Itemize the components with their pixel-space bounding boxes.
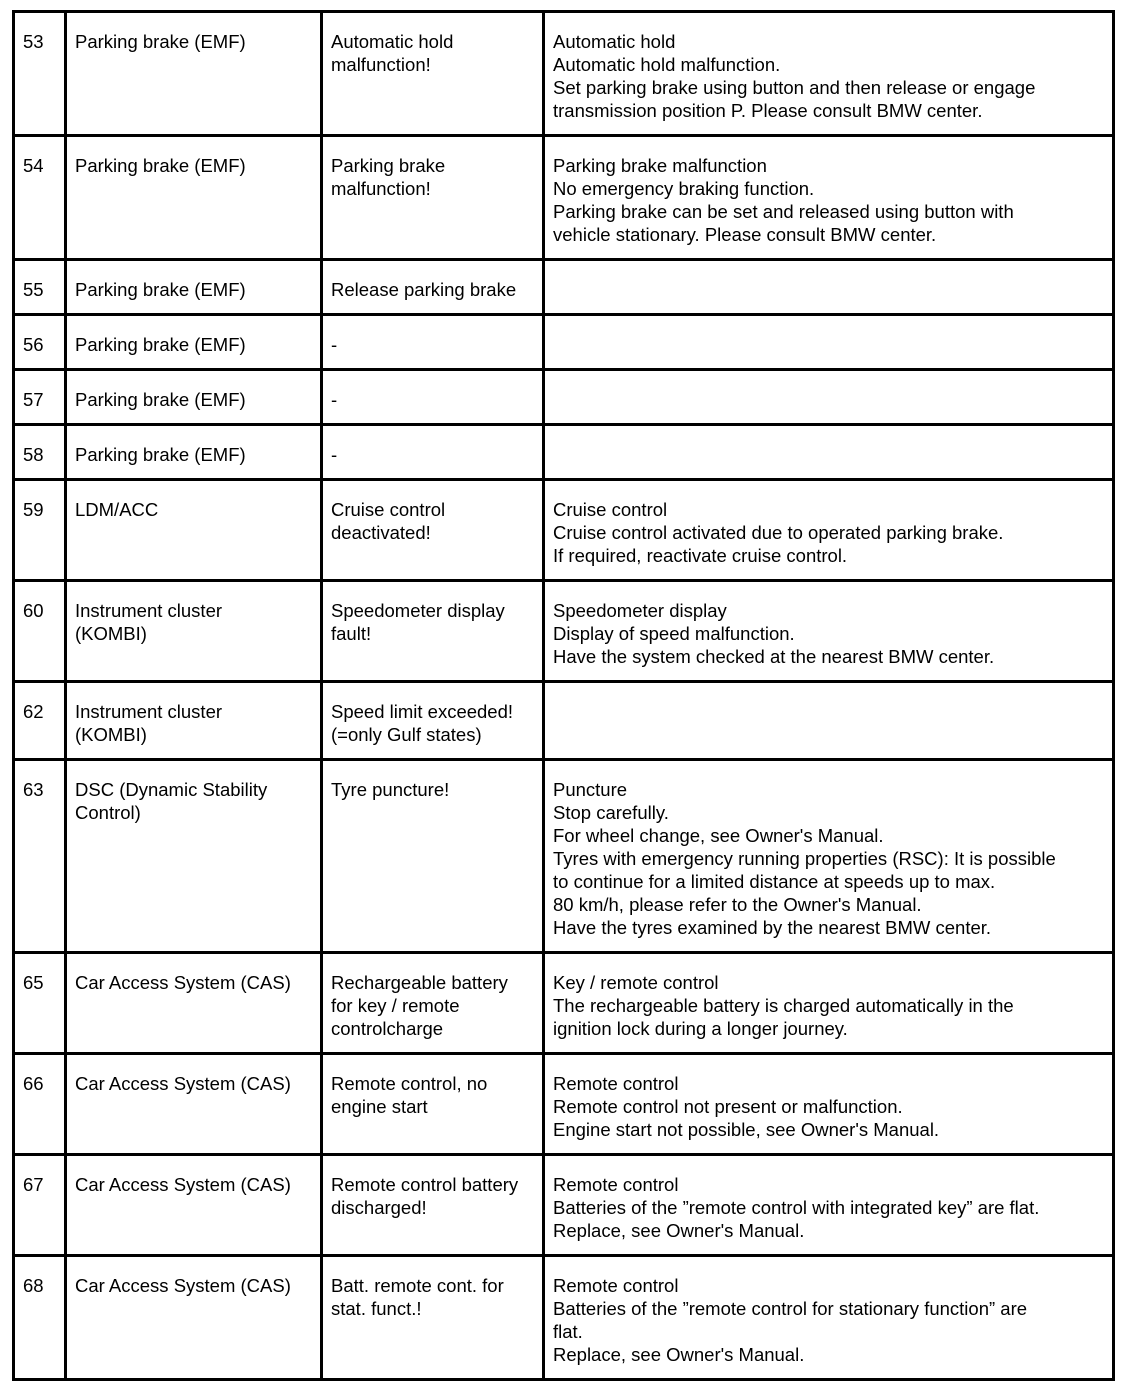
cell-details [544, 315, 1114, 370]
cell-message: - [322, 315, 544, 370]
cell-system: Parking brake (EMF) [66, 260, 322, 315]
cell-details: Remote control Batteries of the ”remote control with integrated key” are flat. Replace, see Owner's Manual. [544, 1155, 1114, 1256]
cell-number: 56 [14, 315, 66, 370]
cell-details: Cruise control Cruise control activated due to operated parking brake. If required, reactivate cruise control. [544, 480, 1114, 581]
cell-message: Speed limit exceeded! (=only Gulf states) [322, 682, 544, 760]
cell-system: Parking brake (EMF) [66, 12, 322, 136]
cell-number: 66 [14, 1054, 66, 1155]
cell-system: Instrument cluster (KOMBI) [66, 581, 322, 682]
cell-message: Batt. remote cont. for stat. funct.! [322, 1256, 544, 1380]
cell-details: Automatic hold Automatic hold malfunction. Set parking brake using button and then release or engage transmission position P. Please consult BMW center. [544, 12, 1114, 136]
cell-system: DSC (Dynamic Stability Control) [66, 760, 322, 953]
table-body [14, 12, 1114, 1380]
cell-details: Remote control Batteries of the ”remote control for stationary function” are flat. Replace, see Owner's Manual. [544, 1256, 1114, 1380]
table-row [14, 370, 1114, 425]
cell-details [544, 425, 1114, 480]
table-row [14, 315, 1114, 370]
table-row [14, 480, 1114, 581]
cell-number: 67 [14, 1155, 66, 1256]
table-row [14, 581, 1114, 682]
cell-number: 57 [14, 370, 66, 425]
cell-details [544, 260, 1114, 315]
cell-details: Key / remote control The rechargeable battery is charged automatically in the ignition lock during a longer journey. [544, 953, 1114, 1054]
cell-system: Instrument cluster (KOMBI) [66, 682, 322, 760]
cell-message: Rechargeable battery for key / remote controlcharge [322, 953, 544, 1054]
cell-details: Remote control Remote control not present or malfunction. Engine start not possible, see Owner's Manual. [544, 1054, 1114, 1155]
cell-number: 63 [14, 760, 66, 953]
cell-message: Cruise control deactivated! [322, 480, 544, 581]
cell-message: Remote control battery discharged! [322, 1155, 544, 1256]
table-row [14, 136, 1114, 260]
table-row [14, 760, 1114, 953]
cell-message: Speedometer display fault! [322, 581, 544, 682]
cell-message: Release parking brake [322, 260, 544, 315]
cell-system: Parking brake (EMF) [66, 315, 322, 370]
table-row [14, 12, 1114, 136]
cell-details: Parking brake malfunction No emergency braking function. Parking brake can be set and released using button with vehicle stationary. Please consult BMW center. [544, 136, 1114, 260]
cell-system: Parking brake (EMF) [66, 370, 322, 425]
table-row [14, 1054, 1114, 1155]
cell-details [544, 370, 1114, 425]
check-control-message-table [12, 10, 1115, 1381]
cell-number: 54 [14, 136, 66, 260]
cell-system: Parking brake (EMF) [66, 425, 322, 480]
cell-details [544, 682, 1114, 760]
cell-details: Speedometer display Display of speed malfunction. Have the system checked at the nearest BMW center. [544, 581, 1114, 682]
cell-number: 53 [14, 12, 66, 136]
cell-system: Car Access System (CAS) [66, 953, 322, 1054]
table-row [14, 953, 1114, 1054]
cell-details: Puncture Stop carefully. For wheel change, see Owner's Manual. Tyres with emergency running properties (RSC): It is possible to continue for a limited distance at speeds up to max. 80 km/h, please refer to the Owner's Manual. Have the tyres examined by the nearest BMW center. [544, 760, 1114, 953]
cell-message: Remote control, no engine start [322, 1054, 544, 1155]
cell-message: - [322, 425, 544, 480]
cell-number: 59 [14, 480, 66, 581]
table-row [14, 682, 1114, 760]
cell-message: Parking brake malfunction! [322, 136, 544, 260]
cell-message: Automatic hold malfunction! [322, 12, 544, 136]
cell-message: - [322, 370, 544, 425]
cell-system: Car Access System (CAS) [66, 1054, 322, 1155]
cell-message: Tyre puncture! [322, 760, 544, 953]
cell-system: Car Access System (CAS) [66, 1256, 322, 1380]
cell-number: 62 [14, 682, 66, 760]
table-row [14, 1155, 1114, 1256]
cell-number: 65 [14, 953, 66, 1054]
cell-number: 58 [14, 425, 66, 480]
table-row [14, 260, 1114, 315]
cell-number: 60 [14, 581, 66, 682]
cell-number: 68 [14, 1256, 66, 1380]
table-row [14, 1256, 1114, 1380]
cell-number: 55 [14, 260, 66, 315]
cell-system: Car Access System (CAS) [66, 1155, 322, 1256]
cell-system: Parking brake (EMF) [66, 136, 322, 260]
table-row [14, 425, 1114, 480]
cell-system: LDM/ACC [66, 480, 322, 581]
